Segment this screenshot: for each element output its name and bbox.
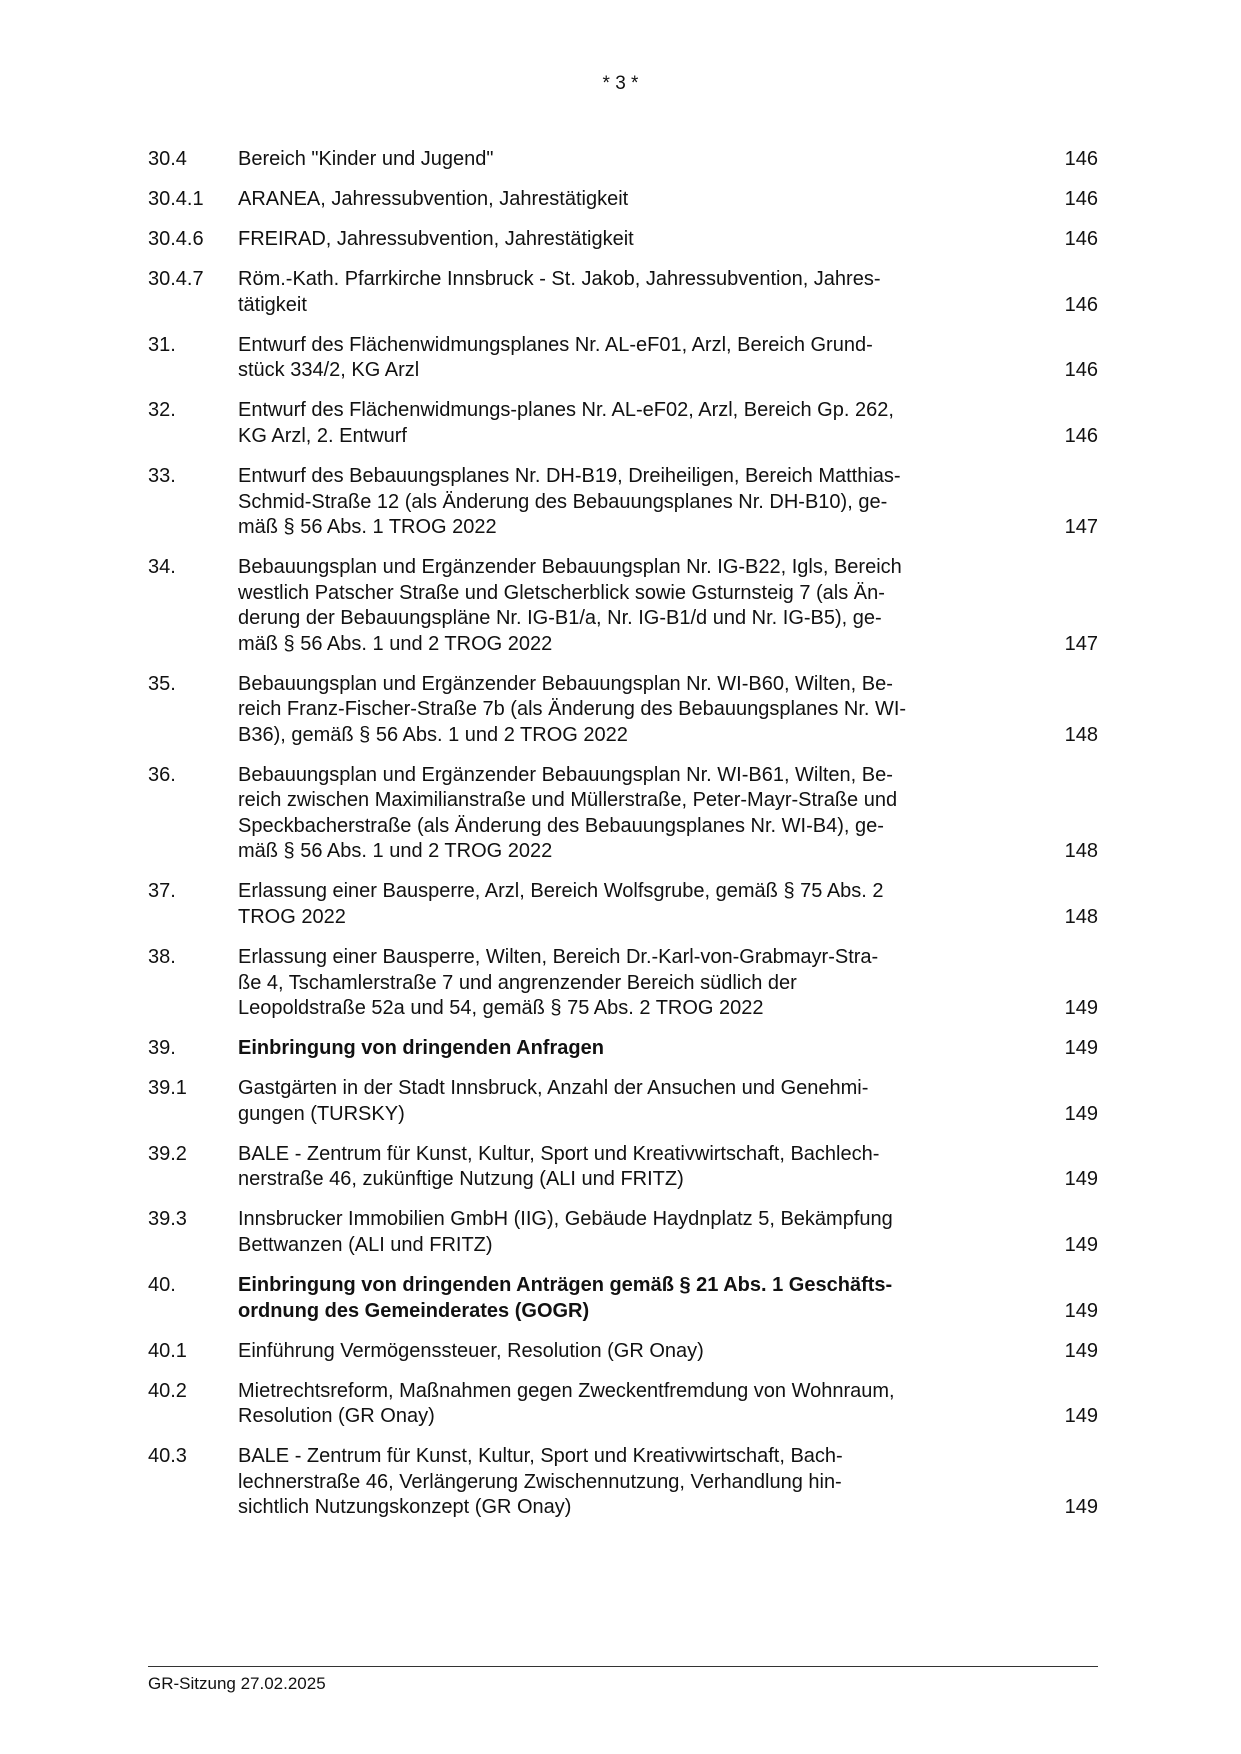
toc-entry-number: 34. bbox=[148, 556, 176, 579]
toc-entry-title: Einbringung von dringenden Anträgen gemäß § 21 Abs. 1 Geschäfts- ordnung des Gemeinderates (GOGR) bbox=[238, 1274, 893, 1322]
toc-entry-number: 30.4.7 bbox=[148, 268, 204, 291]
toc-entry-number: 39. bbox=[148, 1037, 176, 1060]
toc-entry-title: Entwurf des Flächenwidmungs-planes Nr. AL-eF02, Arzl, Bereich Gp. 262, KG Arzl, 2. Entwurf bbox=[238, 399, 894, 447]
toc-entry-title: Bereich "Kinder und Jugend" bbox=[238, 148, 494, 170]
toc-entry-number: 39.2 bbox=[148, 1142, 187, 1165]
toc-entry-page: 146 bbox=[1064, 188, 1098, 211]
toc-entry-title: Einbringung von dringenden Anfragen bbox=[238, 1037, 604, 1060]
toc-entry-title: BALE - Zentrum für Kunst, Kultur, Sport und Kreativwirtschaft, Bachlech- nerstraße 46, zukünftige Nutzung (ALI und FRITZ) bbox=[238, 1142, 880, 1191]
toc-entry-title: Entwurf des Flächenwidmungsplanes Nr. AL-eF01, Arzl, Bereich Grund- stück 334/2, KG Arzl bbox=[238, 333, 873, 382]
toc-entry-page: 146 bbox=[1064, 293, 1098, 316]
toc-entry bbox=[148, 1207, 1098, 1258]
toc-entry bbox=[148, 1444, 1098, 1521]
toc-entry-number: 40. bbox=[148, 1274, 176, 1296]
toc-entry-number: 30.4 bbox=[148, 148, 187, 170]
toc-entry bbox=[148, 398, 1098, 449]
footer-divider bbox=[148, 1666, 1098, 1667]
toc-entry-page: 147 bbox=[1064, 632, 1098, 655]
toc-entry-title: Mietrechtsreform, Maßnahmen gegen Zweckentfremdung von Wohnraum, Resolution (GR Onay) bbox=[238, 1379, 895, 1428]
toc-entry bbox=[148, 945, 1098, 1022]
toc-entry bbox=[148, 147, 1098, 173]
toc-entry-page: 149 bbox=[1064, 1339, 1098, 1362]
toc-entry-page: 146 bbox=[1064, 359, 1098, 382]
toc-entry-title: Bebauungsplan und Ergänzender Bebauungsplan Nr. WI-B60, Wilten, Be- reich Franz-Fischer-Straße 7b (als Änderung des Bebauungsplanes Nr. WI- B36), gemäß § 56 Abs. 1 und 2 TROG 2022 bbox=[238, 672, 907, 746]
toc-entry-number: 31. bbox=[148, 333, 176, 356]
toc-entry-page: 149 bbox=[1064, 1037, 1098, 1060]
toc-entry-title: Erlassung einer Bausperre, Arzl, Bereich Wolfsgrube, gemäß § 75 Abs. 2 TROG 2022 bbox=[238, 880, 884, 928]
toc-entry-number: 30.4.6 bbox=[148, 228, 204, 251]
toc-entry-number: 40.3 bbox=[148, 1445, 187, 1468]
toc-entry bbox=[148, 672, 1098, 749]
footer-session-date: GR-Sitzung 27.02.2025 bbox=[148, 1674, 326, 1693]
toc-entry-number: 39.1 bbox=[148, 1077, 187, 1100]
toc-entry bbox=[148, 227, 1098, 253]
toc-entry bbox=[148, 879, 1098, 930]
toc-entry-number: 39.3 bbox=[148, 1208, 187, 1231]
toc-entry-page: 149 bbox=[1064, 1102, 1098, 1125]
toc-entry bbox=[148, 1142, 1098, 1193]
toc-entry-title: Gastgärten in der Stadt Innsbruck, Anzahl der Ansuchen und Genehmi- gungen (TURSKY) bbox=[238, 1077, 869, 1125]
toc-entry-title: Bebauungsplan und Ergänzender Bebauungsplan Nr. WI-B61, Wilten, Be- reich zwischen Maximilianstraße und Müllerstraße, Peter-Mayr-Straße und Speckbacherstraße (als Änderung des Bebauungsplanes Nr. WI-B4), ge- mäß § 56 Abs. 1 und 2 TROG 2022 bbox=[238, 763, 898, 863]
toc-entry-title: Röm.-Kath. Pfarrkirche Innsbruck - St. Jakob, Jahressubvention, Jahres- tätigkeit bbox=[238, 268, 881, 316]
toc-entry-page: 149 bbox=[1064, 1405, 1098, 1428]
toc-entry-page: 146 bbox=[1064, 228, 1098, 251]
toc-entry-page: 149 bbox=[1064, 997, 1098, 1020]
toc-entry-page: 149 bbox=[1064, 1233, 1098, 1256]
toc-entry-number: 36. bbox=[148, 763, 176, 786]
toc-entry-title: Innsbrucker Immobilien GmbH (IIG), Gebäude Haydnplatz 5, Bekämpfung Bettwanzen (ALI und FRITZ) bbox=[238, 1208, 893, 1256]
toc-entry-title: Erlassung einer Bausperre, Wilten, Bereich Dr.-Karl-von-Grabmayr-Stra- ße 4, Tschamlerstraße 7 und angrenzender Bereich südlich der Leopoldstraße 52a und 54, gemäß § 75 Abs. 2 TROG 2022 bbox=[238, 946, 879, 1020]
toc-entry-title: FREIRAD, Jahressubvention, Jahrestätigkeit bbox=[238, 228, 634, 251]
toc-entry-title: ARANEA, Jahressubvention, Jahrestätigkeit bbox=[238, 188, 629, 211]
toc-entry bbox=[148, 1379, 1098, 1430]
toc-entry-page: 149 bbox=[1064, 1168, 1098, 1191]
toc-entry bbox=[148, 1273, 1098, 1324]
toc-entry-number: 38. bbox=[148, 946, 176, 969]
toc-entry-number: 40.2 bbox=[148, 1379, 187, 1402]
toc-entry-page: 146 bbox=[1064, 424, 1098, 447]
toc-entry bbox=[148, 763, 1098, 865]
toc-entry-title: BALE - Zentrum für Kunst, Kultur, Sport und Kreativwirtschaft, Bach- lechnerstraße 46, Verlängerung Zwischennutzung, Verhandlung hin- sichtlich Nutzungskonzept (GR Onay) bbox=[238, 1445, 843, 1519]
toc-entry bbox=[148, 267, 1098, 318]
toc-entry-title: Entwurf des Bebauungsplanes Nr. DH-B19, Dreiheiligen, Bereich Matthias- Schmid-Straße 12 (als Änderung des Bebauungsplanes Nr. DH-B10), ge- mäß § 56 Abs. 1 TROG 2022 bbox=[238, 465, 901, 539]
toc-entry-page: 146 bbox=[1064, 148, 1098, 170]
toc-entry bbox=[148, 464, 1098, 541]
toc-entry-title: Einführung Vermögenssteuer, Resolution (GR Onay) bbox=[238, 1339, 704, 1362]
toc-entry bbox=[148, 187, 1098, 213]
table-of-contents bbox=[148, 147, 1098, 1535]
toc-entry-number: 40.1 bbox=[148, 1339, 187, 1362]
toc-entry bbox=[148, 1339, 1098, 1365]
toc-entry-number: 30.4.1 bbox=[148, 188, 204, 211]
toc-entry bbox=[148, 333, 1098, 384]
toc-entry-page: 148 bbox=[1064, 723, 1098, 746]
toc-entry-page: 149 bbox=[1064, 1299, 1098, 1322]
toc-entry-title: Bebauungsplan und Ergänzender Bebauungsplan Nr. IG-B22, Igls, Bereich westlich Patscher Straße und Gletscherblick sowie Gsturnsteig 7 (als Än- derung der Bebauungspläne Nr. IG-B1/a, Nr. IG-B1/d und Nr. IG-B5), ge- mäß § 56 Abs. 1 und 2 TROG 2022 bbox=[238, 556, 902, 655]
toc-entry-number: 32. bbox=[148, 399, 176, 422]
toc-entry-page: 149 bbox=[1064, 1496, 1098, 1519]
toc-entry-number: 33. bbox=[148, 465, 176, 488]
toc-entry-number: 35. bbox=[148, 672, 176, 695]
toc-entry bbox=[148, 555, 1098, 657]
toc-entry bbox=[148, 1076, 1098, 1127]
toc-entry bbox=[148, 1036, 1098, 1062]
page-number: * 3 * bbox=[602, 73, 639, 94]
toc-entry-page: 148 bbox=[1064, 840, 1098, 863]
toc-entry-page: 148 bbox=[1064, 905, 1098, 928]
toc-entry-number: 37. bbox=[148, 880, 176, 903]
toc-entry-page: 147 bbox=[1064, 516, 1098, 539]
